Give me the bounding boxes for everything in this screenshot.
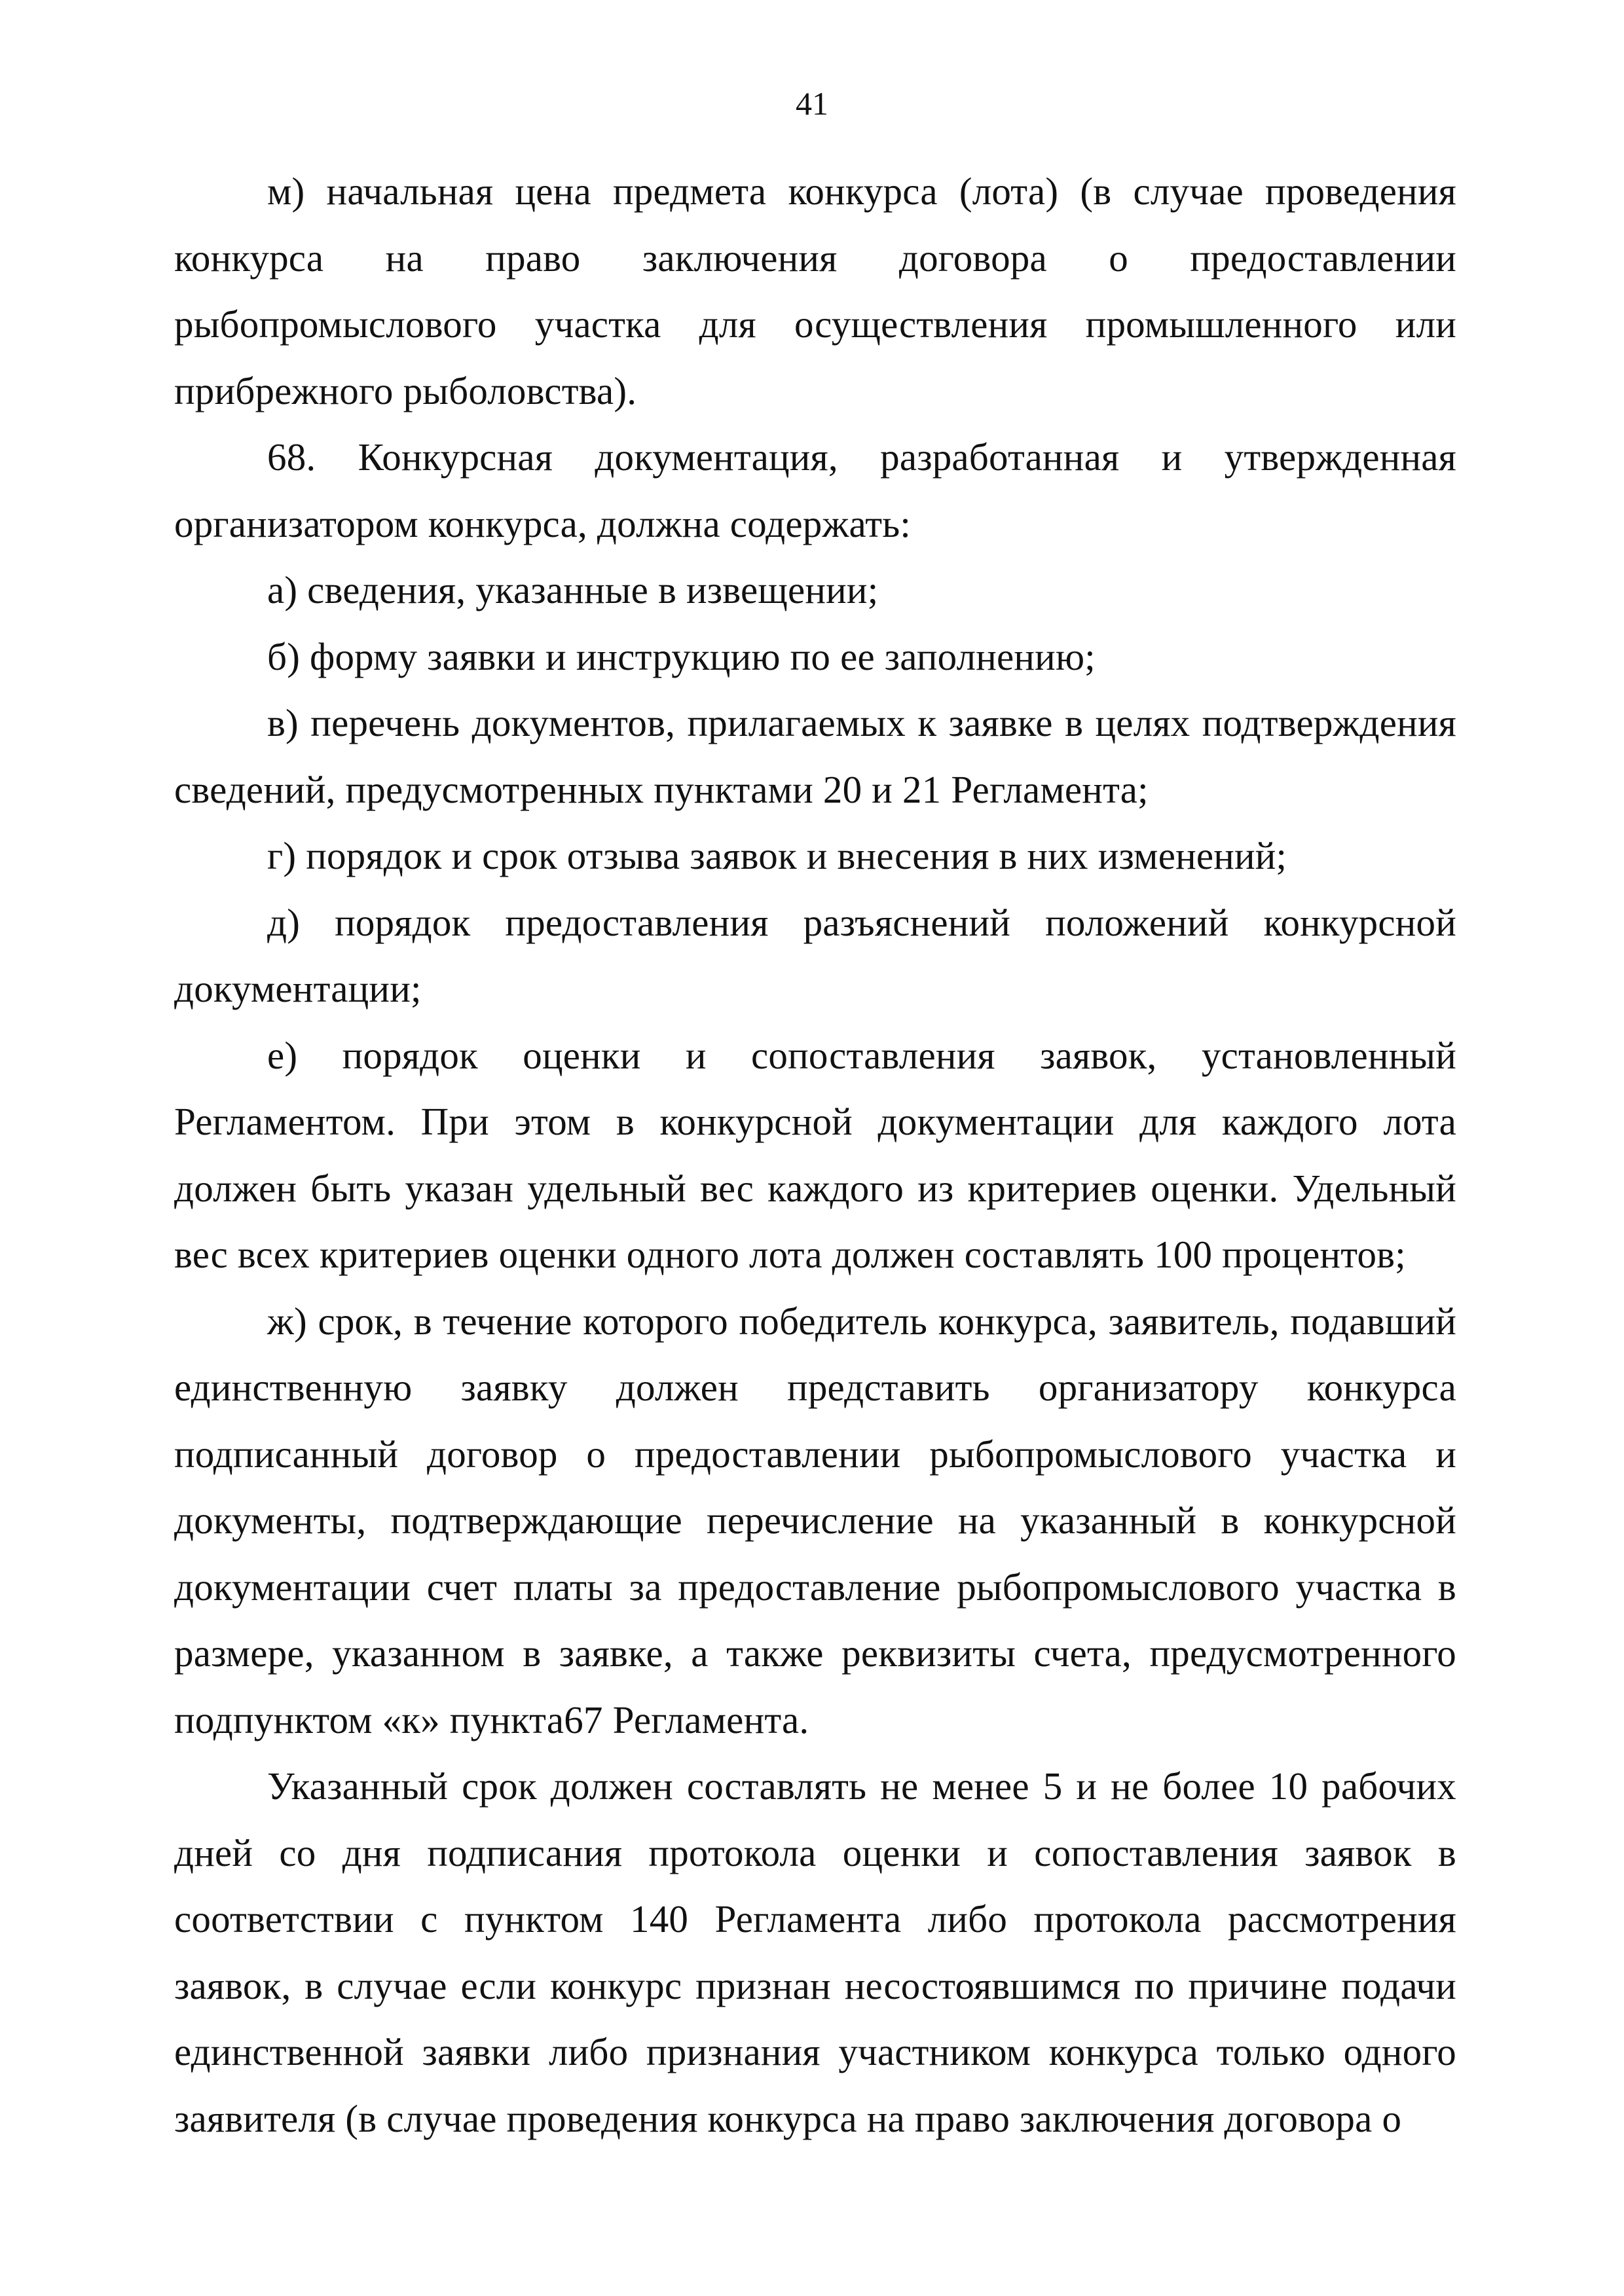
paragraph-68-documentation: 68. Конкурсная документация, разработанная и утвержденная организатором конкурса, должна содержать: bbox=[174, 435, 1456, 545]
paragraph-a-notice-info: а) сведения, указанные в извещении; bbox=[267, 568, 879, 611]
paragraph-b-application-form: б) форму заявки и инструкцию по ее заполнению; bbox=[267, 634, 1096, 678]
body-text bbox=[174, 158, 1456, 2152]
paragraph-e-evaluation-order: е) порядок оценки и сопоставления заявок, установленный Регламентом. При этом в конкурсной документации для каждого лота должен быть указан удельный вес каждого из критериев оценки. Удельный вес всех критериев оценки одного лота должен составлять 100 процентов; bbox=[174, 1033, 1456, 1276]
paragraph-m-initial-price: м) начальная цена предмета конкурса (лота) (в случае проведения конкурса на право заключения договора о предоставлении рыбопромыслового участка для осуществления промышленного или прибрежного рыболовства). bbox=[174, 170, 1456, 412]
paragraph-d-clarifications: д) порядок предоставления разъяснений положений конкурсной документации; bbox=[174, 900, 1456, 1010]
paragraph-g-withdrawal-order: г) порядок и срок отзыва заявок и внесения в них изменений; bbox=[267, 834, 1287, 877]
paragraph-term-duration: Указанный срок должен составлять не менее 5 и не более 10 рабочих дней со дня подписания протокола оценки и сопоставления заявок в соответствии с пунктом 140 Регламента либо протокола рассмотрения заявок, в случае если конкурс признан несостоявшимся по причине подачи единственной заявки либо признания участником конкурса только одного заявителя (в случае проведения конкурса на право заключения договора о bbox=[174, 1764, 1456, 2140]
paragraph-zh-contract-term: ж) срок, в течение которого победитель конкурса, заявитель, подавший единственную заявку должен представить организатору конкурса подписанный договор о предоставлении рыбопромыслового участка и документы, подтверждающие перечисление на указанный в конкурсной документации счет платы за предоставление рыбопромыслового участка в размере, указанном в заявке, а также реквизиты счета, предусмотренного подпунктом «к» пункта67 Регламента. bbox=[174, 1299, 1456, 1741]
paragraph-v-documents-list: в) перечень документов, прилагаемых к заявке в целях подтверждения сведений, предусмотренных пунктами 20 и 21 Регламента; bbox=[174, 701, 1456, 811]
page-number: 41 bbox=[796, 85, 828, 122]
